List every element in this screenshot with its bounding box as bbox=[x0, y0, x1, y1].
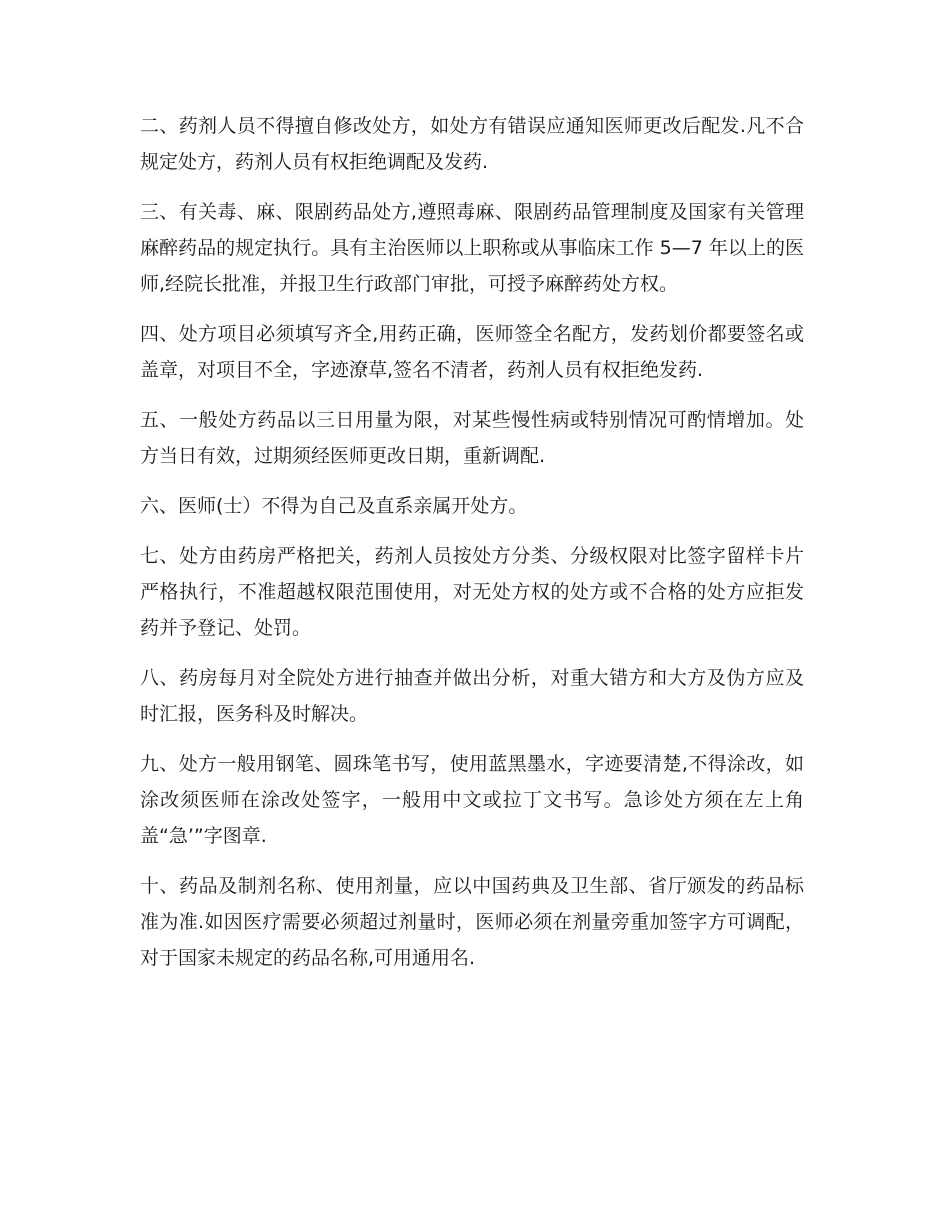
paragraph-9: 九、处方一般用钢笔、圆珠笔书写，使用蓝黑墨水，字迹要清楚,不得涂改，如涂改须医师在涂改处签字，一般用中文或拉丁文书写。急诊处方须在左上角盖“急’”字图章. bbox=[140, 753, 804, 847]
paragraph-4: 四、处方项目必须填写齐全,用药正确，医师签全名配方，发药划价都要签名或盖章，对项目不全，字迹潦草,签名不清者，药剂人员有权拒绝发药. bbox=[140, 323, 804, 381]
paragraph-10: 十、药品及制剂名称、使用剂量，应以中国药典及卫生部、省厅颁发的药品标准为准.如因医疗需要必须超过剂量时，医师必须在剂量旁重加签字方可调配，对于国家未规定的药品名称,可用通用名. bbox=[140, 875, 804, 969]
paragraph-5: 五、一般处方药品以三日用量为限，对某些慢性病或特别情况可酌情增加。处方当日有效，过期须经医师更改日期，重新调配. bbox=[140, 409, 804, 467]
paragraph-6: 六、医师(士）不得为自己及直系亲属开处方。 bbox=[140, 495, 528, 517]
document-body bbox=[140, 108, 804, 990]
paragraph-2: 二、药剂人员不得擅自修改处方，如处方有错误应通知医师更改后配发.凡不合规定处方，药剂人员有权拒绝调配及发药. bbox=[140, 115, 804, 173]
paragraph-8: 八、药房每月对全院处方进行抽查并做出分析，对重大错方和大方及伪方应及时汇报，医务科及时解决。 bbox=[140, 667, 804, 725]
paragraph-3: 三、有关毒、麻、限剧药品处方,遵照毒麻、限剧药品管理制度及国家有关管理麻醉药品的规定执行。具有主治医师以上职称或从事临床工作 5—7 年以上的医师,经院长批准，并报卫生行政部门审批，可授予麻醉药处方权。 bbox=[140, 201, 804, 295]
paragraph-7: 七、处方由药房严格把关，药剂人员按处方分类、分级权限对比签字留样卡片严格执行，不准超越权限范围使用，对无处方权的处方或不合格的处方应拒发药并予登记、处罚。 bbox=[140, 545, 804, 639]
